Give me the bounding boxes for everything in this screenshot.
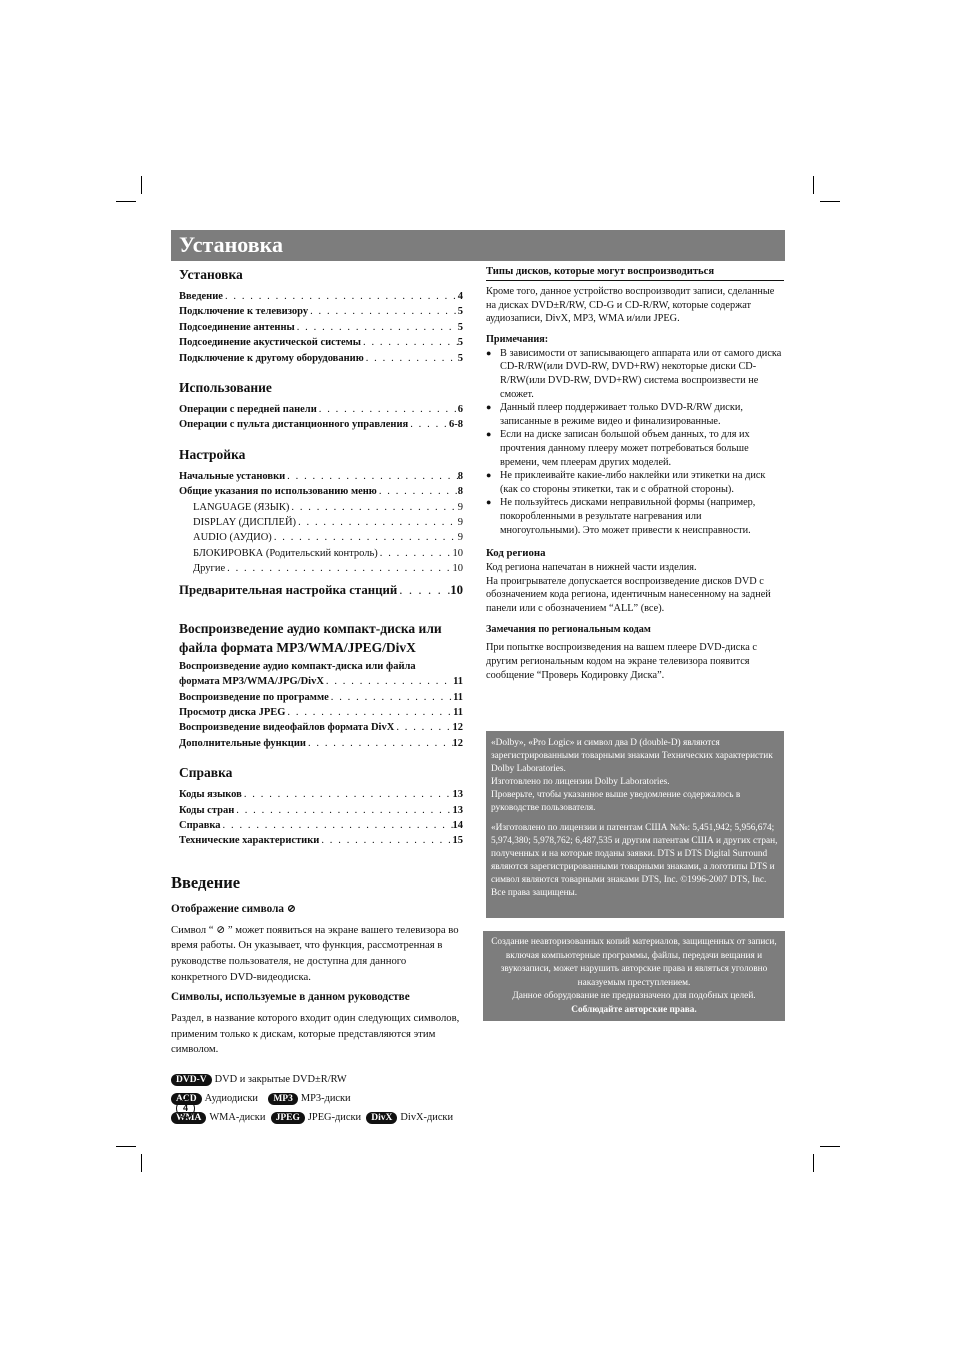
toc-entry-page: 8: [457, 486, 463, 498]
toc-entry: [179, 351, 463, 366]
badge-line: DVD-V DVD и закрытые DVD±R/RW: [171, 1070, 463, 1089]
symbol-text: Символ “ ⊘ ” может появиться на экране вашего телевизора во время работы. Он указывает, что функция, рассмотренная в руководстве пользователя, не доступна для данного конкретного DVD-видеодиска.: [171, 923, 459, 983]
toc-heading: Использование: [179, 380, 272, 396]
toc-entry: [179, 561, 463, 576]
toc-entry-title: Операции с передней панели: [179, 404, 317, 416]
divx-badge: DivX: [366, 1112, 397, 1124]
toc-entry-title: Технические характеристики: [179, 835, 320, 847]
acd-badge: ACD: [171, 1093, 202, 1105]
toc-entry-page: 11: [453, 706, 463, 718]
copyright-text: Создание неавторизованных копий материалов, защищенных от записи, включая компьютерные программы, файлы, передачи вещания и звукозаписи, может нарушить авторские права и являться уголовно наказуемым преступлением.: [491, 937, 777, 988]
toc-heading: Воспроизведение аудио компакт-диска или файла формата MP3/WMA/JPEG/DivX: [179, 620, 442, 655]
toc-entry-title: Просмотр диска JPEG: [179, 706, 286, 718]
toc-entry-page: 6: [457, 404, 463, 416]
note-item: ● Не пользуйтесь дисками неправильной формы (например, покоробленными в результате нагревания или многоугольными). Это может привести к неисправности.: [486, 496, 784, 537]
toc-entry: [179, 720, 463, 735]
toc-entry-page: 5: [457, 352, 463, 364]
dolby-text: «Dolby», «Pro Logic» и символ два D (double-D) являются зарегистрированными товарными знаками Технических характеристик Dolby Laboratories.: [491, 738, 773, 774]
toc-entry-title: Подключение к другому оборудованию: [179, 352, 364, 364]
crop-mark: [813, 1154, 814, 1172]
toc-list: [179, 690, 463, 752]
toc-entry: [179, 515, 463, 530]
toc-entry-page: 5: [457, 306, 463, 318]
jpeg-badge: JPEG: [271, 1112, 305, 1124]
toc-entry: [179, 417, 463, 432]
intro-section: [171, 873, 463, 1127]
toc-entry: [179, 690, 463, 705]
toc-list: [179, 402, 463, 433]
toc-entry-page: 10: [452, 547, 463, 559]
toc-entry-title: DISPLAY (ДИСПЛЕЙ): [193, 517, 297, 529]
wma-badge: WMA: [171, 1112, 206, 1124]
crop-mark: [116, 1146, 136, 1147]
crop-mark: [820, 201, 840, 202]
copyright-box: [483, 931, 785, 1021]
toc-entry-title: AUDIO (АУДИО): [193, 532, 272, 544]
notes-list: [486, 347, 784, 537]
toc-entry: [179, 546, 463, 561]
toc-entry-title: Начальные установки: [179, 470, 286, 482]
toc-entry-title: Подключение к телевизору: [179, 306, 309, 318]
mp3-badge: MP3: [268, 1093, 298, 1105]
right-column: [486, 266, 784, 682]
note-item: ● Не приклеивайте какие-либо наклейки или этикетки на диск (как со стороны этикетки, так и с обратной стороны).: [486, 469, 784, 496]
toc-entry: формата MP3/WMA/JPG/DivX . . . 11: [179, 674, 463, 689]
toc-sublist: [179, 500, 463, 577]
symbol-heading: Отображение символа ⊘: [171, 902, 297, 915]
toc-entry: [179, 500, 463, 515]
intro-title: Введение: [171, 872, 241, 892]
toc-heading: Установка: [179, 267, 243, 282]
dvd-badge: DVD-V: [171, 1074, 212, 1086]
disc-types-text: Кроме того, данное устройство воспроизводит записи, сделанные на дисках DVD±R/RW, CD-G и CD-R/RW, которые содержат аудиозаписи, DivX, MP3, WMA и/или JPEG.: [486, 286, 775, 325]
toc-entry: [179, 736, 463, 751]
toc-entry-title: Коды стран: [179, 804, 235, 816]
toc-entry: [179, 289, 463, 304]
toc-entry-page: 15: [452, 835, 463, 847]
toc-entry-page: 9: [457, 501, 463, 513]
toc-list: [179, 289, 463, 366]
toc-entry: [179, 469, 463, 484]
region-text: На проигрывателе допускается воспроизведение дисков DVD с обозначением кода региона, идентичным нанесенному на задней панели или с обозначением “ALL” (все).: [486, 575, 771, 614]
toc-heading: Справка: [179, 765, 233, 781]
copyright-text: Соблюдайте авторские права.: [571, 1004, 697, 1015]
table-of-contents: [171, 267, 463, 849]
toc-entry-page: 8: [457, 470, 463, 482]
toc-entry-page: 4: [457, 291, 463, 302]
toc-entry: [179, 818, 463, 833]
toc-entry: [179, 833, 463, 848]
notes-heading: Примечания:: [486, 333, 549, 345]
region-notes-text: При попытке воспроизведения на вашем плеере DVD-диска с другим региональным кодом на экране телевизора появится сообщение “Проверь Кодировку Диска”.: [486, 642, 757, 681]
page-number: 4: [176, 1099, 195, 1118]
toc-entry: [179, 530, 463, 545]
toc-entry-title: Операции с пульта дистанционного управления: [179, 419, 409, 431]
toc-entry: [179, 320, 463, 335]
badge-line: ACD Аудиодиски MP3 MP3-диски: [171, 1089, 463, 1108]
region-text: Код региона напечатан в нижней части изделия.: [486, 562, 697, 574]
toc-entry-page: 13: [452, 804, 463, 816]
copyright-text: Данное оборудование не предназначено для подобных целей.: [512, 991, 756, 1002]
note-item: ● Данный плеер поддерживает только DVD-R/RW диски, записанные в режиме видео и финализированные.: [486, 401, 784, 428]
toc-entry: [179, 484, 463, 499]
toc-entry-title: Воспроизведение по программе: [179, 691, 329, 703]
toc-entry-title: Дополнительные функции: [179, 737, 306, 749]
toc-entry-page: 5: [457, 321, 463, 333]
crop-mark: [820, 1146, 840, 1147]
section-title: Установка: [179, 232, 283, 257]
divider: [486, 280, 784, 281]
dolby-text: Изготовлено по лицензии Dolby Laboratories.: [491, 776, 670, 787]
symbols-heading: Символы, используемые в данном руководстве: [171, 991, 410, 1004]
toc-entry-title: Подсоединение акустической системы: [179, 337, 362, 349]
region-heading: Код региона: [486, 547, 546, 560]
section-banner: [171, 230, 785, 261]
dolby-text: Проверьте, чтобы указанное выше уведомление содержалось в руководстве пользователя.: [491, 789, 741, 813]
toc-entry-title: БЛОКИРОВКА (Родительский контроль): [193, 547, 378, 559]
toc-entry: Предварительная настройка станций . . . 10: [179, 581, 463, 599]
crop-mark: [813, 176, 814, 194]
toc-list: [179, 469, 463, 500]
toc-entry-title: Общие указания по использованию меню: [179, 486, 377, 498]
toc-entry: [179, 402, 463, 417]
crop-mark: [141, 176, 142, 194]
toc-entry-title: LANGUAGE (ЯЗЫК): [193, 501, 290, 513]
toc-entry-title: Справка: [179, 819, 221, 831]
toc-entry-title: Другие: [193, 563, 226, 575]
dts-text: «Изготовлено по лицензии и патентам США №№: 5,451,942; 5,956,674; 5,974,380; 5,978,762; 6,487,535 и другим патентам США и других стран, полученных и на которые поданы заявки. DTS и DTS Digital Surround являются зарегистрированными товарными знаками, а логотипы DTS и символ являются товарными знаками DTS, Inc. ©1996-2007 DTS, Inc. Все права защищены.: [491, 823, 778, 898]
toc-entry: [179, 787, 463, 802]
toc-entry-page: 6-8: [449, 419, 463, 431]
toc-entry-page: 11: [453, 691, 463, 703]
toc-entry-page: 13: [452, 789, 463, 801]
toc-entry: [179, 705, 463, 720]
crop-mark: [141, 1154, 142, 1172]
toc-entry-page: 9: [457, 532, 463, 544]
toc-entry-title: Коды языков: [179, 789, 242, 801]
toc-list: [179, 787, 463, 849]
toc-entry-page: 9: [457, 517, 463, 529]
region-notes-heading: Замечания по региональным кодам: [486, 624, 651, 636]
toc-entry-page: 5: [457, 337, 463, 349]
symbols-text: Раздел, в название которого входит один следующих символов, применим только к дискам, которые представляются этим символом.: [171, 1012, 460, 1056]
toc-heading: Настройка: [179, 446, 246, 462]
note-item: ● В зависимости от записывающего аппарата или от самого диска CD-R/RW(или DVD-RW, DVD+RW) некоторые диски CD-R/RW(или DVD-RW, DVD+RW) система воспроизвести не сможет.: [486, 347, 784, 401]
disc-types-heading: Типы дисков, которые могут воспроизводиться: [486, 266, 715, 277]
toc-entry-title: Подсоединение антенны: [179, 321, 295, 333]
note-item: ● Если на диске записан большой объем данных, то для их прочтения данному плееру может потребоваться больше времени, чем плеерам других моделей.: [486, 428, 784, 469]
badge-line: WMA WMA-диски JPEG JPEG-диски DivX DivX-диски: [171, 1108, 463, 1127]
toc-entry: [179, 335, 463, 350]
toc-entry: [179, 304, 463, 319]
left-column: [171, 262, 463, 1127]
toc-entry-page: 12: [452, 737, 463, 749]
toc-entry-line: Воспроизведение аудио компакт-диска или файла: [179, 660, 416, 672]
toc-entry-page: 10: [452, 563, 463, 575]
toc-entry-title: Введение: [179, 291, 223, 302]
toc-entry-page: 14: [452, 819, 463, 831]
toc-entry-page: 12: [452, 722, 463, 734]
toc-entry-title: Воспроизведение видеофайлов формата DivX: [179, 722, 395, 734]
crop-mark: [116, 201, 136, 202]
trademark-box: [486, 731, 784, 918]
toc-entry: [179, 803, 463, 818]
